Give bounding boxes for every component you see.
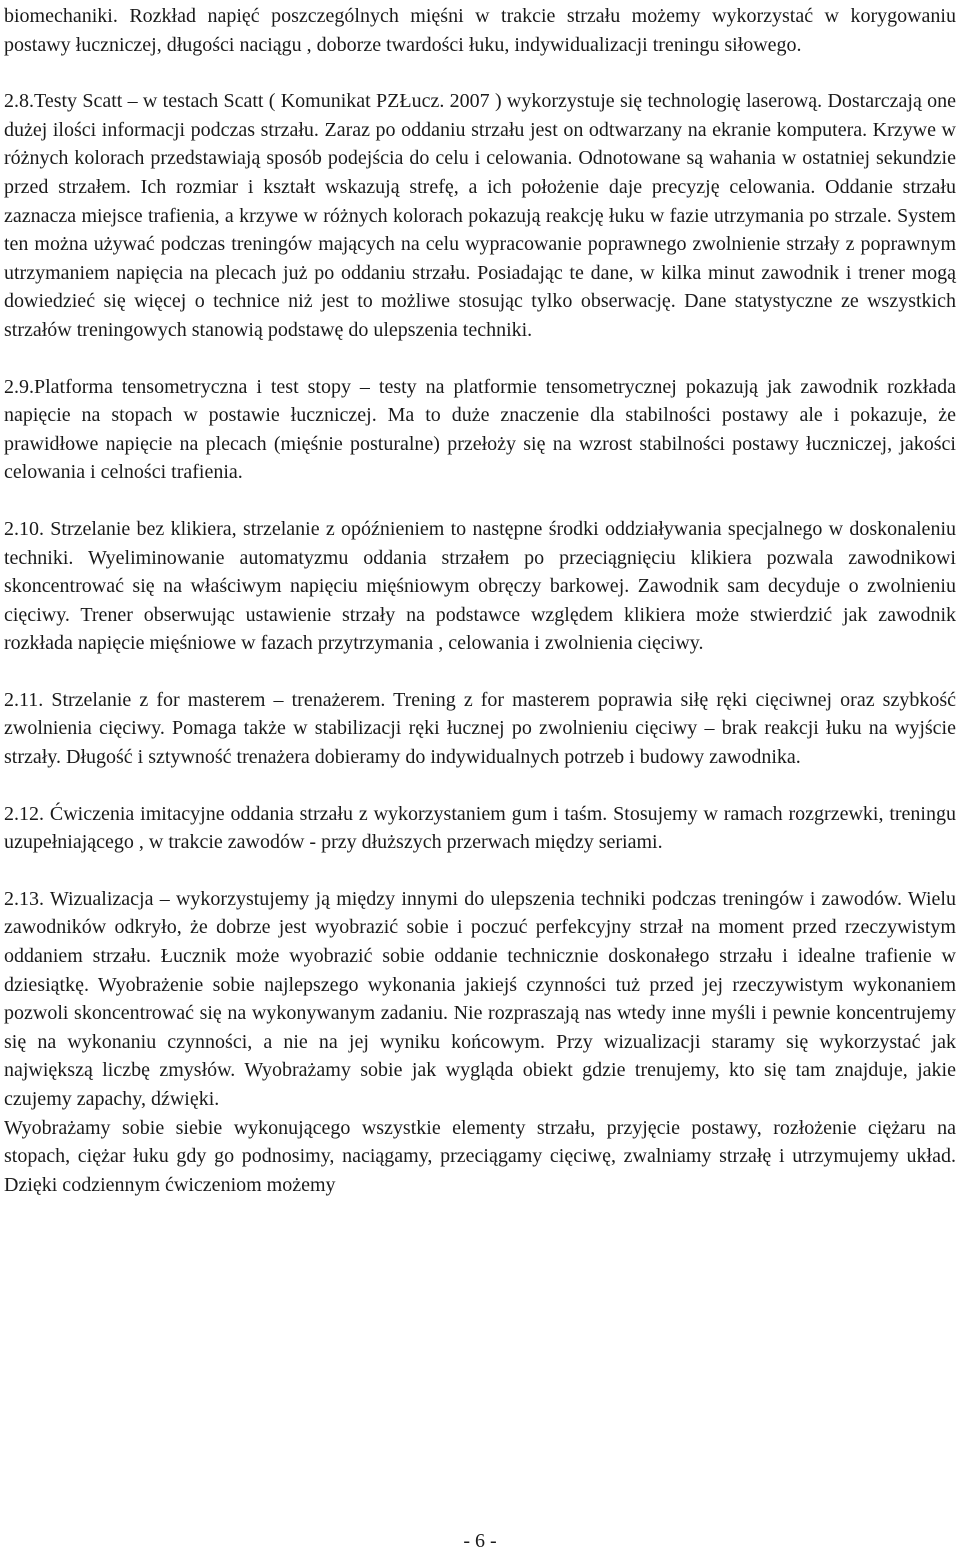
paragraph-visualization-continued: Wyobrażamy sobie siebie wykonującego wszystkie elementy strzału, przyjęcie postawy, rozłożenie ciężaru na stopach, ciężar łuku gdy go podnosimy, naciągamy, przeciągamy cięciwę, zwalniamy strzałę i utrzymujemy układ. Dzięki codziennym ćwiczeniom możemy <box>4 1116 956 1196</box>
paragraph-2-9-tensometric-platform: 2.9.Platforma tensometryczna i test stopy – testy na platformie tensometrycznej pokazują jak zawodnik rozkłada napięcie na stopach w postawie łuczniczej. Ma to duże znaczenie dla stabilności postawy ale i pokazuje, że prawidłowe napięcie na plecach (mięśnie posturalne) przełoży się na wzrost stabilności postawy łuczniczej, jakości celowania i celności trafienia. <box>4 375 956 484</box>
paragraph-biomechanics-continuation: biomechaniki. Rozkład napięć poszczególnych mięśni w trakcie strzału możemy wykorzystać w korygowaniu postawy łuczniczej, długości naciągu , doborze twardości łuku, indywidualizacji treningu siłowego. <box>4 5 956 56</box>
paragraph-2-13-visualization: 2.13. Wizualizacja – wykorzystujemy ją między innymi do ulepszenia techniki podczas treningów i zawodów. Wielu zawodników odkryło, że dobrze jest wyobrazić sobie i poczuć perfekcyjny strzał na moment przed rzeczywistym oddaniem strzału. Łucznik może wyobrazić sobie oddanie technicznie doskonałego strzału i idealne trafienie w dziesiątkę. Wyobrażenie sobie najlepszego wykonania jakiejś czynności tuż przed jej rzeczywistym wykonaniem pozwoli skoncentrować się na wykonywanym zadaniu. Nie rozpraszają nas wtedy inne myśli i pewnie koncentrujemy się na wykonaniu czynności, a nie na jej wyniku końcowym. Przy wizualizacji staramy się wykorzystać jak największą liczbę zmysłów. Wyobrażamy sobie jak wygląda obiekt gdzie trenujemy, kto się tam znajduje, jakie czujemy zapachy, dźwięki. <box>4 887 956 1110</box>
paragraph-2-10-shooting-without-clicker: 2.10. Strzelanie bez klikiera, strzelanie z opóźnieniem to następne środki oddziaływania specjalnego w doskonaleniu techniki. Wyeliminowanie automatyzmu oddania strzałem po przeciągnięciu klikiera pozwala zawodnikowi skoncentrować się na właściwym napięciu mięśniowym obręczy barkowej. Zawodnik sam decyduje o zwolnieniu cięciwy. Trener obserwując ustawienie strzały na podstawce względem klikiera może stwierdzić jak zawodnik rozkłada napięcie mięśniowe w fazach przytrzymania , celowania i zwolnienia cięciwy. <box>4 517 956 655</box>
paragraph-2-11-formaster-trainer: 2.11. Strzelanie z for masterem – trenażerem. Trening z for masterem poprawia siłę ręki cięciwnej oraz szybkość zwolnienia cięciwy. Pomaga także w stabilizacji ręki łucznej po zwolnieniu cięciwy – brak reakcji łuku na wyjście strzały. Długość i sztywność trenażera dobieramy do indywidualnych potrzeb i budowy zawodnika. <box>4 688 956 769</box>
document-body <box>4 2 956 1199</box>
paragraph-2-12-imitation-exercises: 2.12. Ćwiczenia imitacyjne oddania strzału z wykorzystaniem gum i taśm. Stosujemy w ramach rozgrzewki, treningu uzupełniającego , w trakcie zawodów - przy dłuższych przerwach między seriami. <box>4 802 956 854</box>
page-number: - 6 - <box>463 1530 497 1552</box>
paragraph-2-8-scatt-tests: 2.8.Testy Scatt – w testach Scatt ( Komunikat PZŁucz. 2007 ) wykorzystuje się technologię laserową. Dostarczają one dużej ilości informacji podczas strzału. Zaraz po oddaniu strzału jest on odtwarzany na ekranie komputera. Krzywe w różnych kolorach przedstawiają sposób podejścia do celu i celowania. Odnotowane są wahania w ostatniej sekundzie przed strzałem. Ich rozmiar i kształt wskazują strefę, a ich położenie daje precyzję celowania. Oddanie strzału zaznacza miejsce trafienia, a krzywe w różnych kolorach pokazują reakcję łuku w fazie utrzymania po strzale. System ten można używać podczas treningów mających na celu wypracowanie poprawnego zwolnienie strzały z poprawnym utrzymaniem napięcia na plecach już po oddaniu strzału. Posiadając te dane, w kilka minut zawodnik i trener mogą dowiedzieć się więcej o technice niż jest to możliwe stosując tylko obserwację. Dane statystyczne ze wszystkich strzałów treningowych stanowią podstawę do ulepszenia techniki. <box>4 90 956 341</box>
